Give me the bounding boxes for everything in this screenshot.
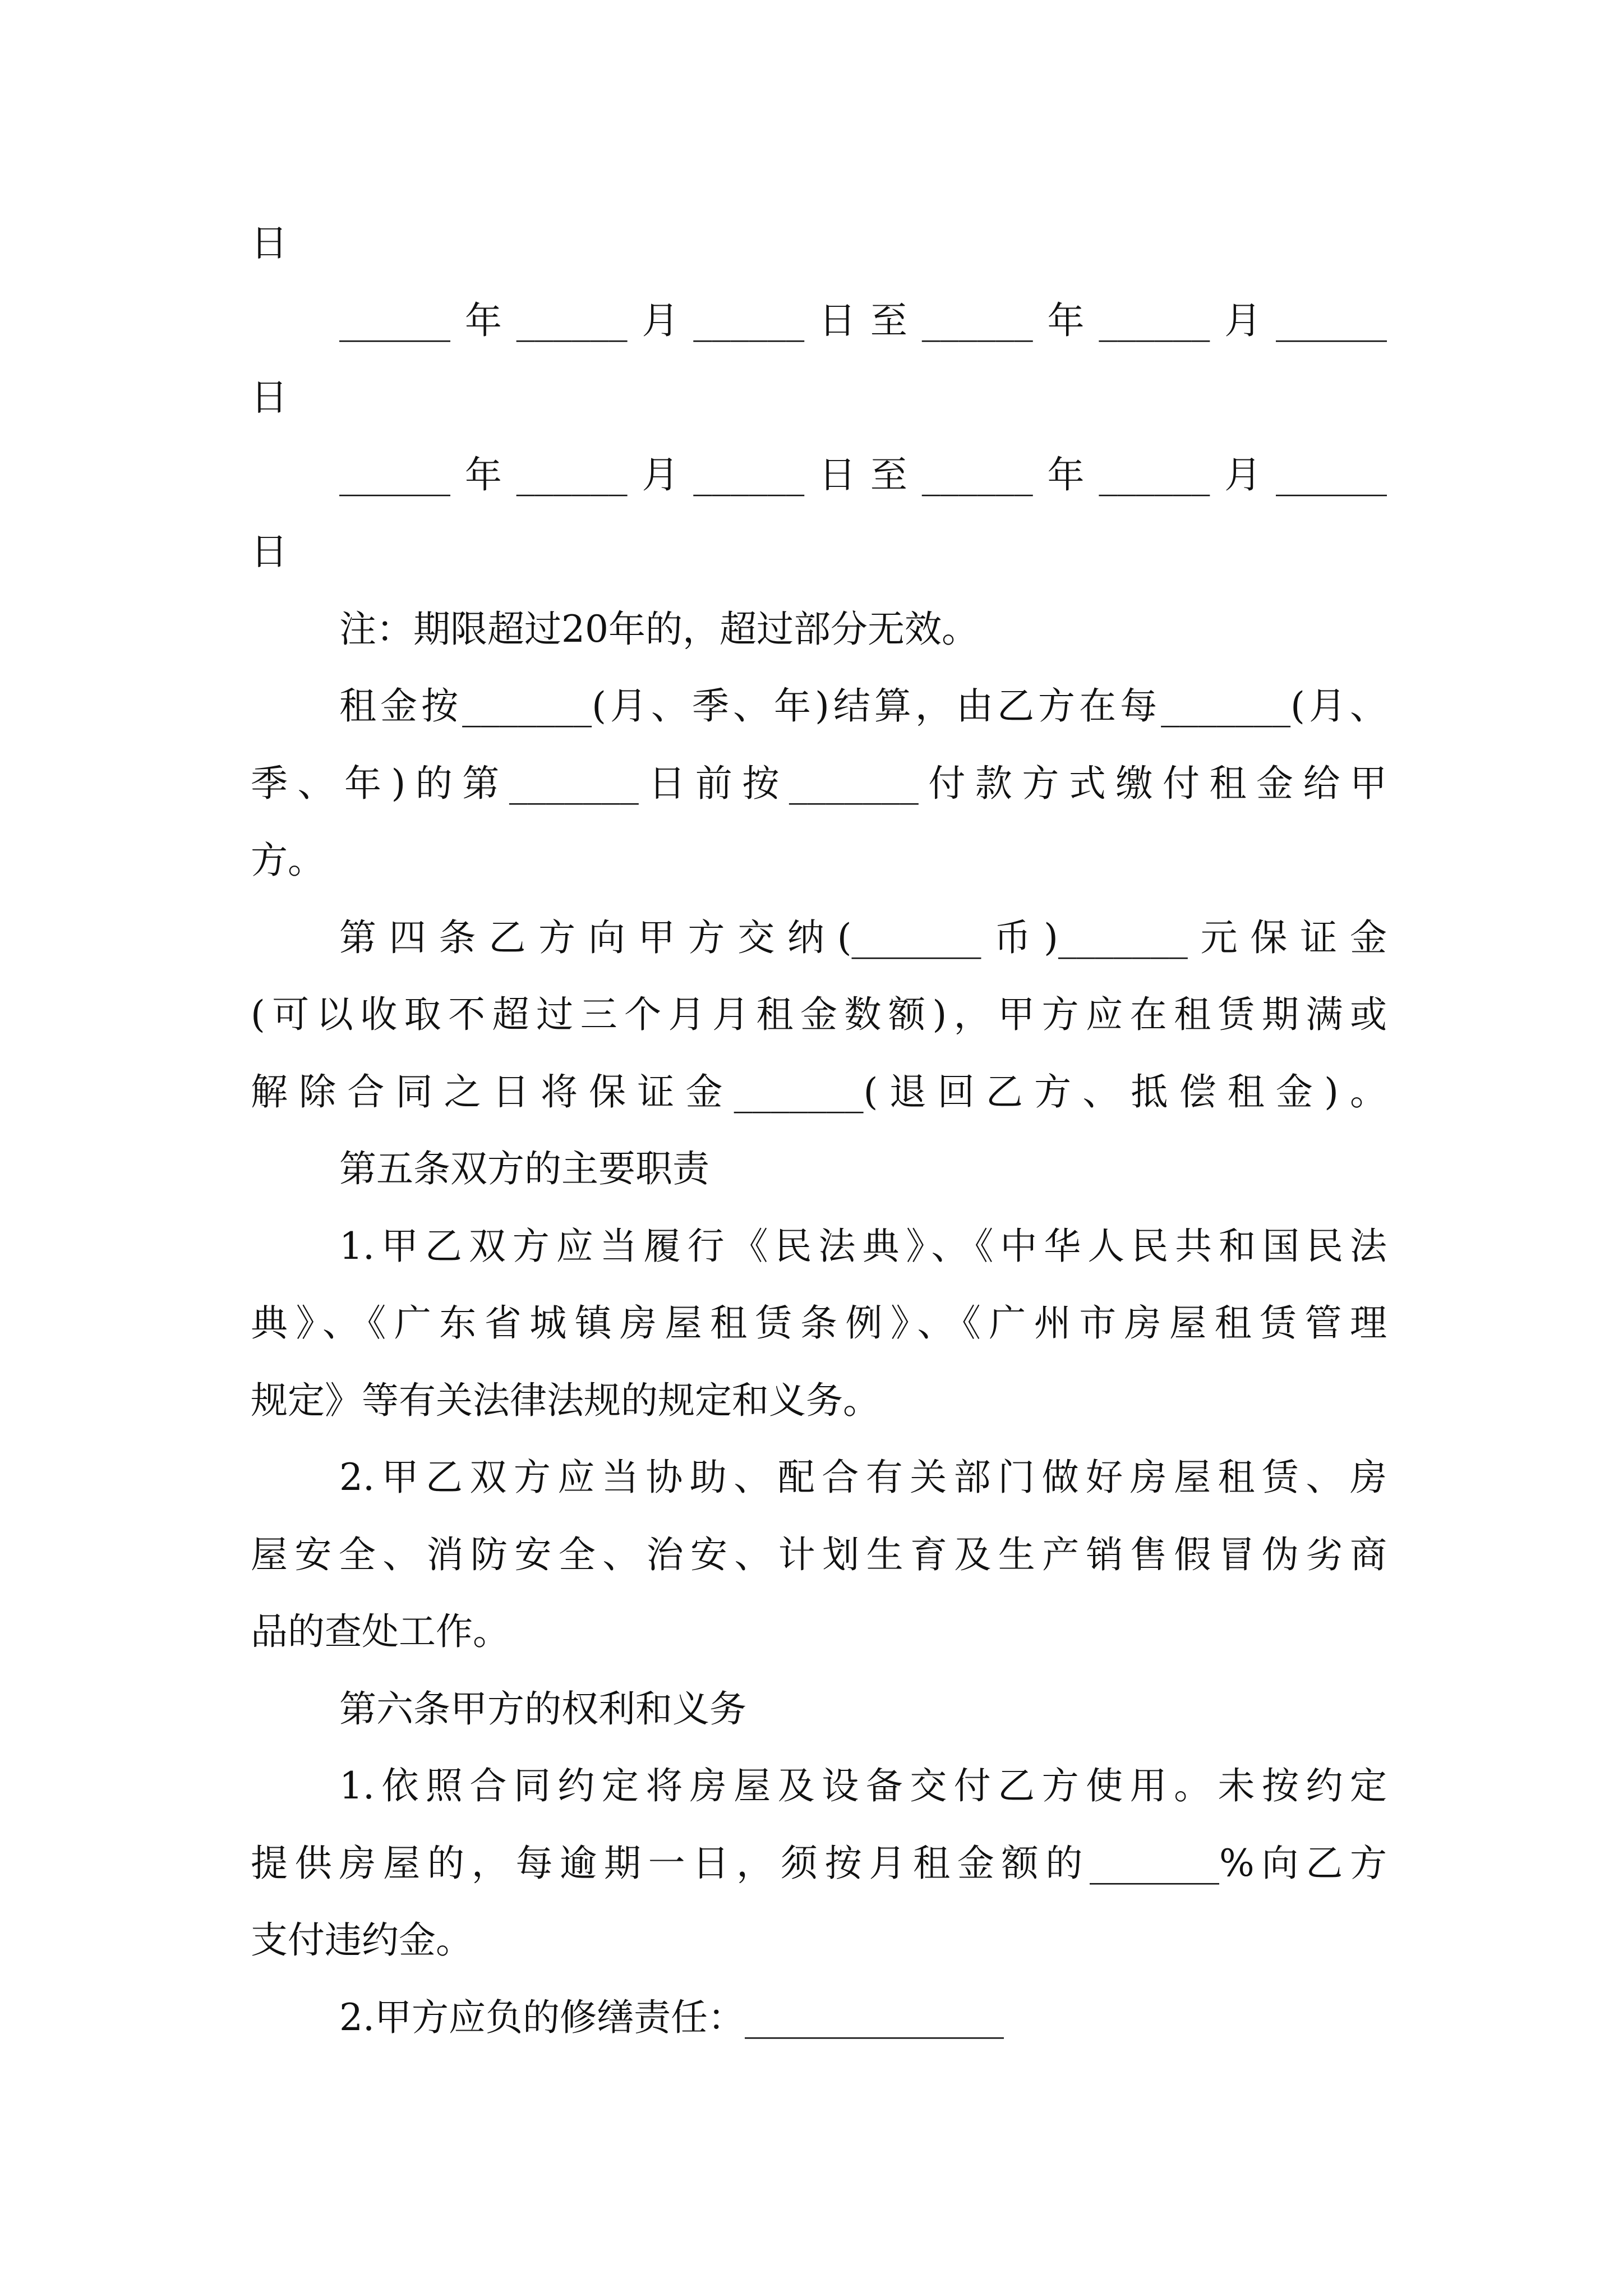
text-line: 品的查处工作。 <box>251 1610 510 1653</box>
text-line: 典》、《广东省城镇房屋租赁条例》、《广州市房屋租赁管理 <box>251 1301 1387 1345</box>
text-line: 1.甲乙双方应当履行《民法典》、《中华人民共和国民法 <box>339 1224 1387 1268</box>
text-line: 屋安全、消防安全、治安、计划生育及生产销售假冒伪劣商 <box>251 1533 1387 1576</box>
text-line: 2.甲乙双方应当协助、配合有关部门做好房屋租赁、房 <box>339 1456 1387 1499</box>
text-line: ______年______月______日至______年______月______ <box>339 298 1387 342</box>
text-line: 日 <box>251 222 288 265</box>
text-line: 日 <box>251 530 288 573</box>
text-line: 2.甲方应负的修缮责任：______________ <box>339 1995 1004 2039</box>
text-line: 第五条双方的主要职责 <box>339 1147 709 1190</box>
text-line: 季、年)的第_______日前按_______付款方式缴付租金给甲 <box>251 761 1387 805</box>
text-line: 租金按_______(月、季、年)结算，由乙方在每_______(月、 <box>339 684 1387 728</box>
text-line: (可以收取不超过三个月月租金数额)，甲方应在租赁期满或 <box>251 993 1387 1036</box>
text-line: 提供房屋的，每逾期一日，须按月租金额的_______%向乙方 <box>251 1841 1387 1885</box>
text-line: 第六条甲方的权利和义务 <box>339 1687 746 1731</box>
text-line: 解除合同之日将保证金_______(退回乙方、抵偿租金)。 <box>251 1070 1387 1114</box>
text-line: ______年______月______日至______年______月______ <box>339 453 1387 496</box>
text-line: 方。 <box>251 839 325 882</box>
text-line: 规定》等有关法律法规的规定和义务。 <box>251 1378 880 1422</box>
text-line: 注：期限超过20年的，超过部分无效。 <box>339 607 979 651</box>
text-line: 1.依照合同约定将房屋及设备交付乙方使用。未按约定 <box>339 1764 1387 1807</box>
text-line: 日 <box>251 376 288 419</box>
text-line: 支付违约金。 <box>251 1918 473 1962</box>
text-line: 第四条乙方向甲方交纳(_______币)_______元保证金 <box>339 915 1387 959</box>
